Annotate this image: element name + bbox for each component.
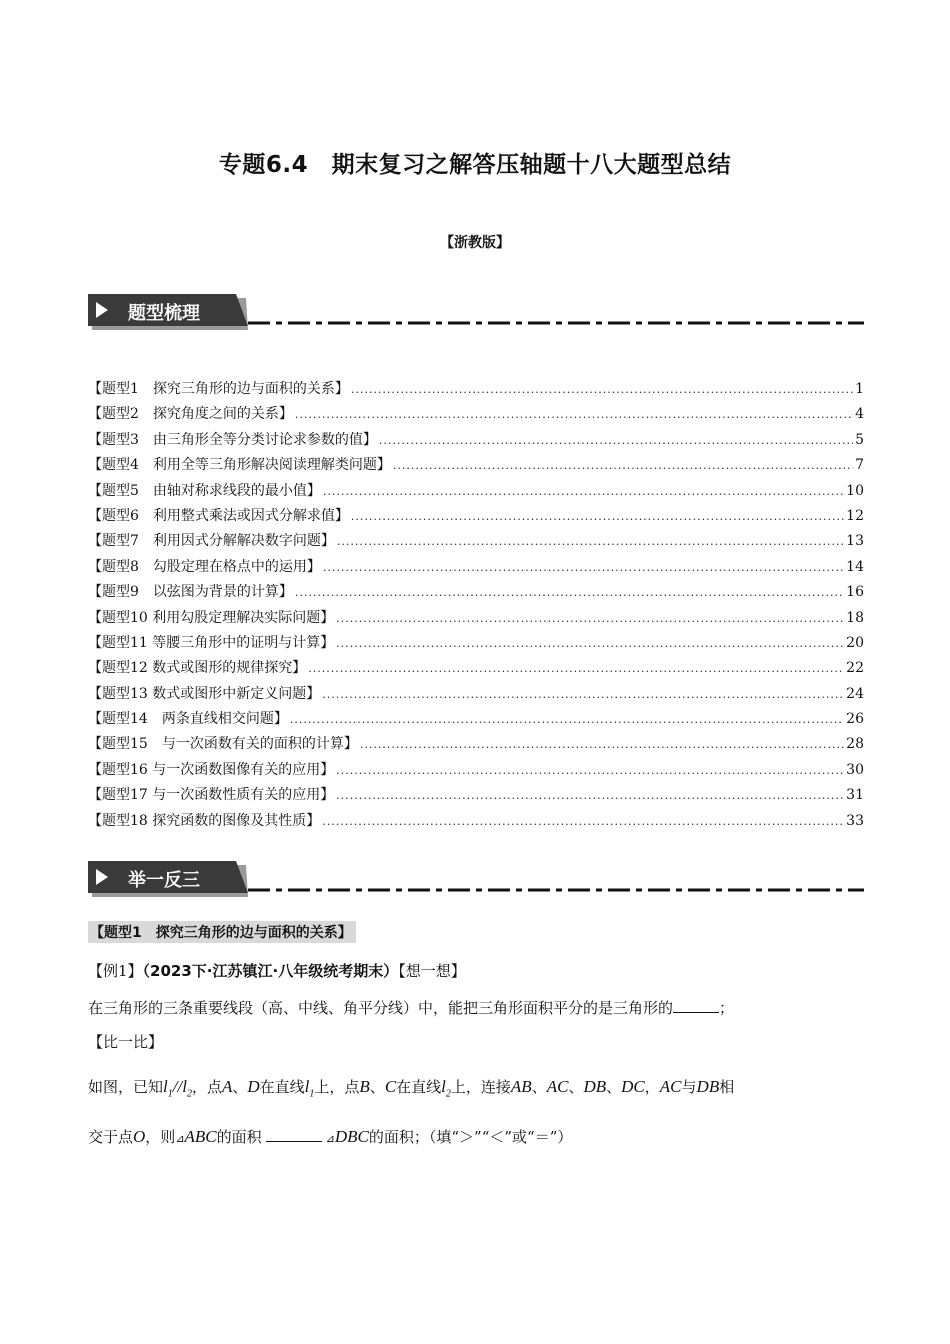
q2-text: 的面积 (216, 1128, 262, 1146)
toc-item[interactable] (88, 632, 864, 657)
toc-item-page: 20 (846, 634, 864, 651)
q2-text: 、 (369, 1078, 385, 1096)
math-var: C (384, 1077, 397, 1096)
q2-text: 相 (719, 1078, 735, 1096)
toc-item-label: 【题型10 利用勾股定理解决实际问题】 (88, 609, 335, 626)
toc-leader (336, 764, 844, 777)
math-l1 (163, 1077, 173, 1100)
toc-leader (351, 510, 844, 523)
q2-text: 在直线 (259, 1078, 305, 1096)
toc-item-page: 12 (846, 507, 864, 524)
q2-text: ，点 (191, 1078, 222, 1096)
toc-item-label: 【题型1 探究三角形的边与面积的关系】 (88, 381, 349, 397)
math-var: l (441, 1077, 446, 1096)
question-2-line-2 (88, 1126, 572, 1147)
toc-item-page: 28 (846, 736, 864, 753)
math-parallel: // (172, 1077, 183, 1096)
toc-item-page: 14 (846, 558, 864, 575)
math-var: O (133, 1127, 146, 1146)
q2-text: 的面积；（填“＞”“＜”或“＝”） (368, 1128, 573, 1146)
toc-item-page: 7 (855, 457, 864, 474)
toc-item-label: 【题型9 以弦图为背景的计算】 (88, 584, 293, 601)
q2-text: 与 (681, 1078, 697, 1096)
toc-leader (379, 434, 853, 447)
toc-banner-label: 题型梳理 (128, 303, 200, 324)
toc-leader (308, 662, 844, 675)
toc-leader (290, 713, 844, 726)
math-var: l (163, 1077, 168, 1096)
q2-text: 、 (568, 1078, 584, 1096)
q2-text: 上，点 (314, 1078, 360, 1096)
toc-item-label: 【题型14 两条直线相交问题】 (88, 711, 288, 728)
toc-item[interactable] (88, 505, 864, 530)
math-l2 (441, 1077, 451, 1100)
answer-blank[interactable] (266, 1127, 322, 1142)
toc-item[interactable] (88, 556, 864, 581)
q2-text: ，则 (145, 1128, 176, 1146)
toc-item-page: 16 (846, 584, 864, 601)
toc-item-label: 【题型7 利用因式分解解决数字问题】 (88, 533, 335, 550)
q2-text: ， (644, 1078, 660, 1096)
toc-item-label: 【题型2 探究角度之间的关系】 (88, 406, 293, 423)
toc-item-label: 【题型18 探究函数的图像及其性质】 (88, 812, 321, 829)
toc-item[interactable] (88, 784, 864, 809)
toc-item-label: 【题型16 与一次函数图像有关的应用】 (88, 761, 335, 778)
toc-item[interactable] (88, 733, 864, 758)
math-var: B (359, 1077, 370, 1096)
toc-list (88, 378, 864, 835)
toc-leader (322, 688, 844, 701)
toc-item-label: 【题型6 利用整式乘法或因式分解求值】 (88, 507, 349, 524)
example-header (88, 960, 466, 981)
question-2-line-1 (88, 1076, 734, 1099)
q2-text: 如图，已知 (88, 1078, 164, 1096)
toc-leader (360, 738, 844, 751)
math-var: DC (621, 1077, 645, 1096)
toc-leader (295, 408, 853, 421)
toc-item[interactable] (88, 708, 864, 733)
math-var: l (304, 1077, 310, 1096)
toc-item-page: 26 (846, 711, 864, 728)
toc-leader (323, 561, 844, 574)
toc-item[interactable] (88, 454, 864, 479)
triangle-icon: ⊿ (325, 1132, 335, 1145)
math-var: AB (510, 1077, 532, 1096)
toc-item-label: 【题型12 数式或图形的规律探究】 (88, 660, 307, 677)
math-var: D (247, 1077, 260, 1096)
toc-leader (393, 459, 853, 472)
practice-banner (88, 859, 864, 899)
toc-item[interactable] (88, 429, 864, 454)
q2-text: 、 (232, 1078, 248, 1096)
toc-item-label: 【题型8 勾股定理在格点中的运用】 (88, 558, 321, 575)
toc-item-label: 【题型11 等腰三角形中的证明与计算】 (88, 634, 335, 651)
toc-item-label: 【题型13 数式或图形中新定义问题】 (88, 685, 321, 702)
toc-item-label: 【题型5 由轴对称求线段的最小值】 (88, 482, 321, 499)
compare-label: 【比一比】 (88, 1033, 164, 1051)
edition-label: 【浙教版】 (440, 235, 510, 251)
math-var: DB (583, 1077, 607, 1096)
question-1-text: 在三角形的三条重要线段（高、中线、角平分线）中，能把三角形面积平分的是三角形的 (88, 999, 674, 1017)
toc-item-page: 22 (846, 660, 864, 677)
math-var: ABC (184, 1127, 217, 1146)
triangle-icon: ⊿ (175, 1132, 185, 1145)
toc-banner-graphic (88, 292, 864, 332)
q2-text: 、 (606, 1078, 622, 1096)
example-label: 【例1】 (88, 962, 143, 980)
practice-banner-label: 举一反三 (128, 870, 200, 891)
toc-item-page: 33 (846, 812, 864, 829)
toc-item[interactable] (88, 657, 864, 682)
toc-item[interactable] (88, 378, 864, 403)
think-label: 【想一想】 (398, 962, 466, 980)
toc-item-page: 1 (855, 381, 864, 397)
math-l1 (304, 1077, 315, 1100)
math-var: AC (546, 1077, 569, 1096)
document-title: 专题6.4 期末复习之解答压轴题十八大题型总结 (218, 152, 732, 178)
toc-item[interactable] (88, 530, 864, 555)
toc-item-page: 13 (846, 533, 864, 550)
toc-item[interactable] (88, 480, 864, 505)
toc-item-page: 30 (846, 761, 864, 778)
toc-item-page: 31 (846, 787, 864, 804)
toc-item-page: 18 (846, 609, 864, 626)
q2-text: 、 (531, 1078, 547, 1096)
toc-item[interactable] (88, 607, 864, 632)
math-var: l (182, 1077, 187, 1096)
q2-text: 上，连接 (450, 1078, 511, 1096)
toc-item-page: 4 (855, 406, 864, 423)
math-sub: 1 (309, 1088, 315, 1100)
toc-leader (295, 586, 844, 599)
toc-leader (322, 815, 844, 828)
math-var: DBC (334, 1127, 369, 1146)
example-source: （2023下·江苏镇江·八年级统考期末） (142, 962, 399, 980)
toc-item-label: 【题型4 利用全等三角形解决阅读理解类问题】 (88, 457, 391, 474)
toc-leader (336, 612, 844, 625)
toc-leader (336, 637, 844, 650)
toc-item[interactable] (88, 683, 864, 708)
toc-item[interactable] (88, 810, 864, 835)
toc-item[interactable] (88, 403, 864, 428)
toc-leader (351, 383, 853, 396)
math-sub: 2 (186, 1088, 192, 1100)
section-tag: 【题型1 探究三角形的边与面积的关系】 (88, 921, 356, 943)
q2-text: 交于点 (88, 1128, 134, 1146)
math-sub: 2 (445, 1088, 451, 1100)
practice-banner-graphic (88, 859, 864, 899)
toc-item-page: 24 (846, 685, 864, 702)
toc-item-page: 5 (855, 431, 864, 448)
toc-item-label: 【题型17 与一次函数性质有关的应用】 (88, 787, 335, 804)
toc-item[interactable] (88, 581, 864, 606)
math-l2 (182, 1077, 192, 1100)
toc-leader (336, 789, 844, 802)
q2-text: 在直线 (396, 1078, 442, 1096)
toc-item[interactable] (88, 759, 864, 784)
toc-item-label: 【题型3 由三角形全等分类讨论求参数的值】 (88, 431, 377, 448)
math-var: A (221, 1077, 233, 1096)
question-1 (88, 997, 734, 1018)
math-sub: 1 (167, 1088, 173, 1100)
toc-banner (88, 292, 864, 332)
math-var: DB (696, 1077, 720, 1096)
question-1-end: ； (719, 999, 735, 1017)
toc-leader (323, 485, 844, 498)
toc-item-label: 【题型15 与一次函数有关的面积的计算】 (88, 736, 358, 753)
answer-blank[interactable] (673, 998, 719, 1013)
toc-item-page: 10 (846, 482, 864, 499)
toc-leader (337, 535, 844, 548)
math-var: AC (659, 1077, 682, 1096)
